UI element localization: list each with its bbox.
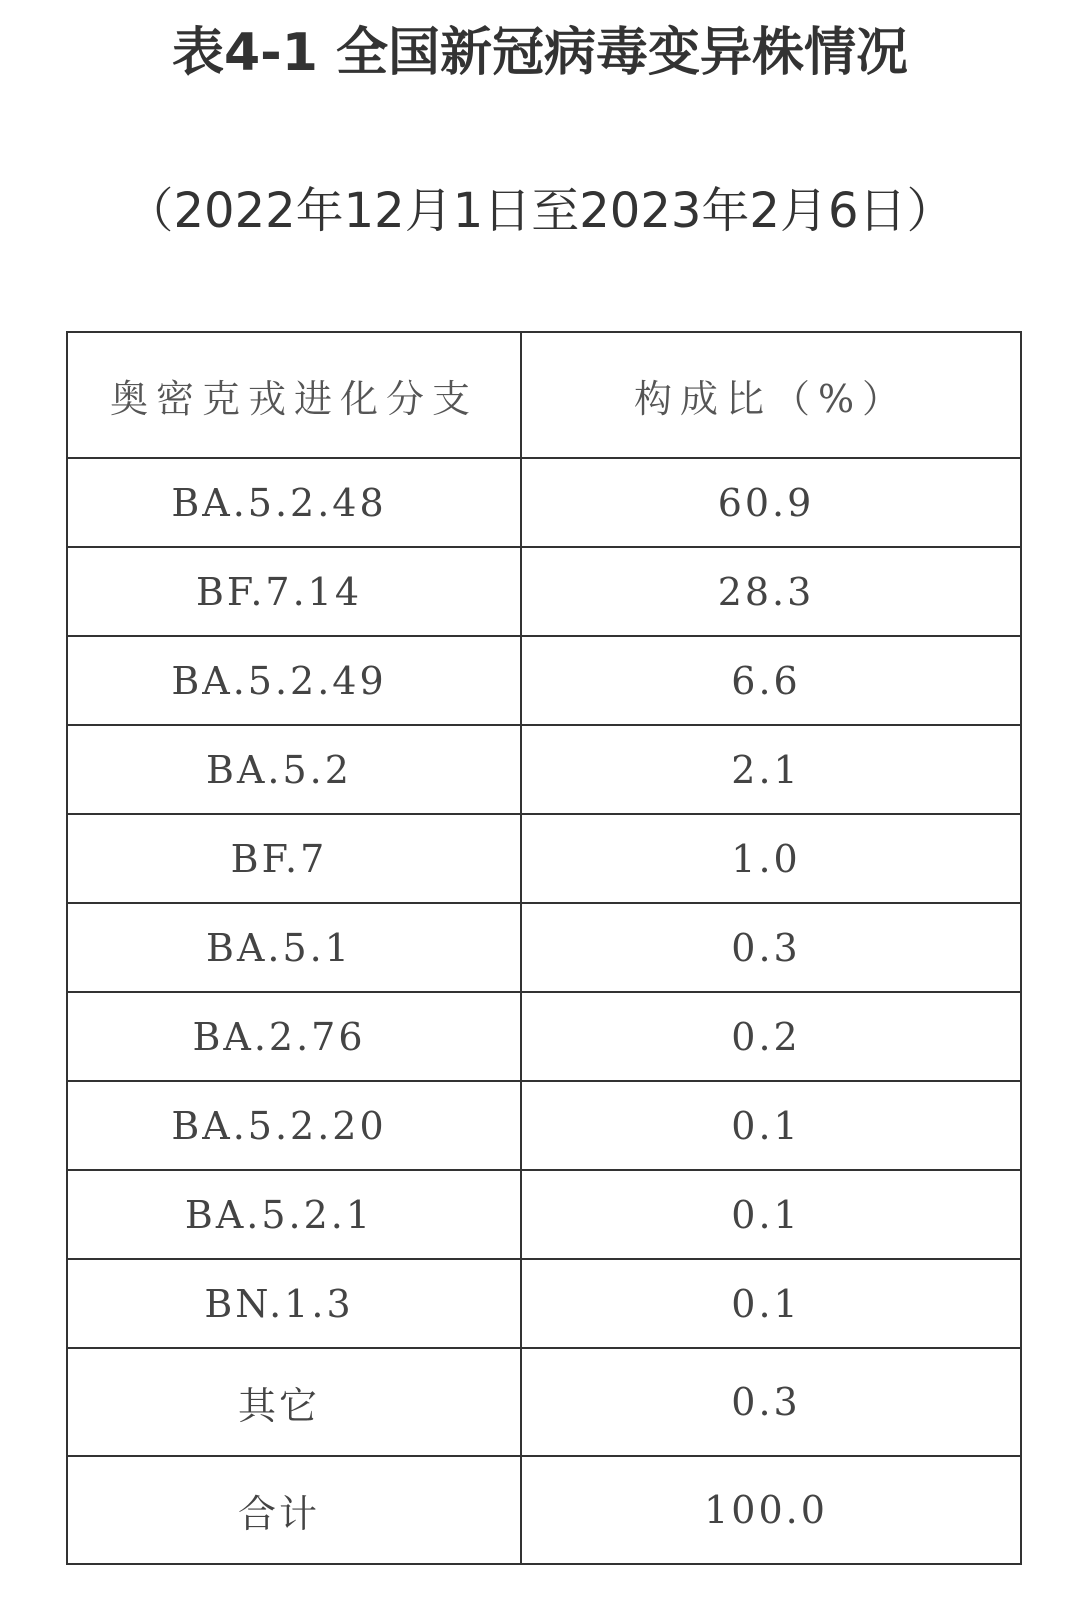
variant-cell: BA.5.2.20 (67, 1081, 521, 1170)
table-row (67, 636, 1021, 725)
variant-cell: BA.5.1 (67, 903, 521, 992)
share-cell: 2.1 (521, 725, 1021, 814)
table-row (67, 1170, 1021, 1259)
share-cell: 1.0 (521, 814, 1021, 903)
table-row (67, 458, 1021, 547)
header-share: 构成比（%） (521, 332, 1021, 458)
variant-cell: BA.5.2.1 (67, 1170, 521, 1259)
share-cell: 0.1 (521, 1081, 1021, 1170)
variant-cell: BA.5.2.48 (67, 458, 521, 547)
share-cell: 0.2 (521, 992, 1021, 1081)
table-title: 表4-1 全国新冠病毒变异株情况 (171, 23, 909, 83)
table-row (67, 725, 1021, 814)
share-cell: 0.3 (521, 903, 1021, 992)
share-cell: 0.1 (521, 1170, 1021, 1259)
total-share-cell: 100.0 (521, 1456, 1021, 1564)
variant-cell: BN.1.3 (67, 1259, 521, 1348)
table-row (67, 903, 1021, 992)
variant-cell: 其它 (67, 1348, 521, 1456)
table-row (67, 547, 1021, 636)
share-cell: 0.3 (521, 1348, 1021, 1456)
table-row (67, 1348, 1021, 1456)
table-row (67, 992, 1021, 1081)
table-row (67, 1259, 1021, 1348)
share-cell: 28.3 (521, 547, 1021, 636)
variant-share-table (66, 331, 1022, 1565)
share-cell: 0.1 (521, 1259, 1021, 1348)
table-row (67, 814, 1021, 903)
variant-cell: BF.7 (67, 814, 521, 903)
variant-cell: BA.2.76 (67, 992, 521, 1081)
variant-cell: BF.7.14 (67, 547, 521, 636)
variant-cell: BA.5.2.49 (67, 636, 521, 725)
table-header-row (67, 332, 1021, 458)
header-variant: 奥密克戎进化分支 (67, 332, 521, 458)
variant-cell: BA.5.2 (67, 725, 521, 814)
table-total-row (67, 1456, 1021, 1564)
share-cell: 60.9 (521, 458, 1021, 547)
total-label-cell: 合计 (67, 1456, 521, 1564)
date-range-subtitle: （2022年12月1日至2023年2月6日） (125, 183, 955, 239)
share-cell: 6.6 (521, 636, 1021, 725)
table-row (67, 1081, 1021, 1170)
